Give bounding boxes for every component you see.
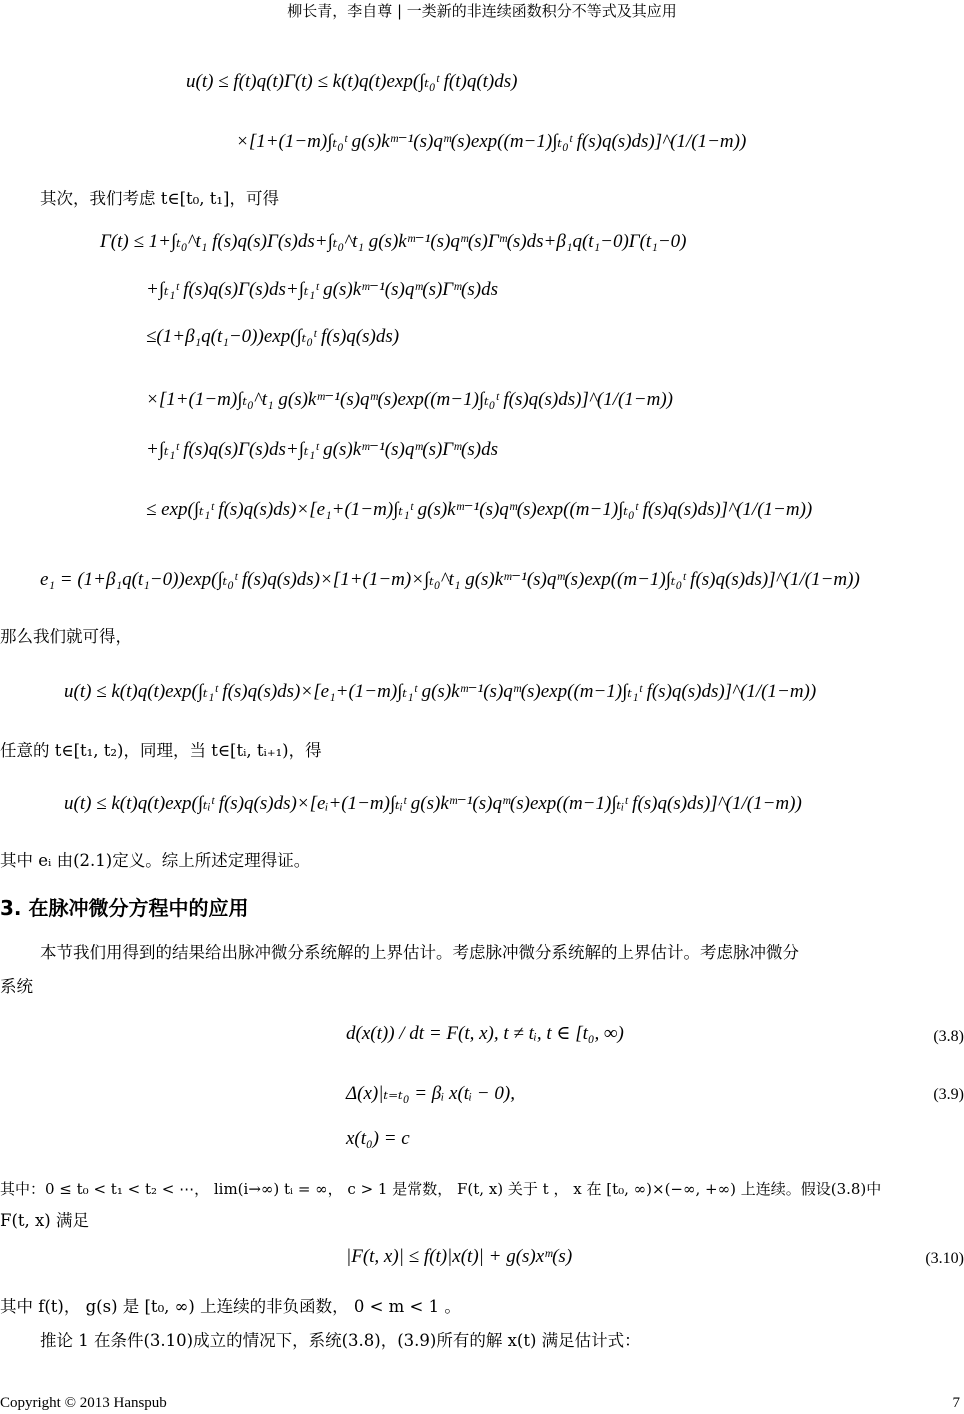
- equation-line: ×[1+(1−m)∫ₜ₀^t₁ g(s)kᵐ⁻¹(s)qᵐ(s)exp((m−1)∫ₜ₀ᵗ f(s)q(s)ds)]^(1/(1−m)): [146, 389, 673, 410]
- equation-line: e₁ = (1+β₁q(t₁−0))exp(∫ₜ₀ᵗ f(s)q(s)ds)×[1+(1−m)×∫ₜ₀^t₁ g(s)kᵐ⁻¹(s)qᵐ(s)exp((m−1)∫ₜ₀ᵗ f(s)q(s)ds)]^(1/(1−m)): [40, 569, 860, 590]
- equation-3-9: Δ(x)|ₜ₌ₜ₀ = βᵢ x(tᵢ − 0),: [346, 1083, 515, 1104]
- equation-3-10: |F(t, x)| ≤ f(t)|x(t)| + g(s)xᵐ(s): [346, 1246, 573, 1267]
- corollary-text: 推论 1 在条件(3.10)成立的情况下，系统(3.8)，(3.9)所有的解 x(t) 满足估计式：: [40, 1331, 641, 1350]
- paragraph-text: 其次，我们考虑 t∈[t₀, t₁]，可得: [40, 189, 279, 208]
- equation-number: (3.10): [925, 1250, 964, 1267]
- equation-line: u(t) ≤ k(t)q(t)exp(∫ₜ₁ᵗ f(s)q(s)ds)×[e₁+(1−m)∫ₜ₁ᵗ g(s)kᵐ⁻¹(s)qᵐ(s)exp((m−1)∫ₜ₁ᵗ f(s)q(s)ds)]^(1/(1−m)): [64, 681, 817, 702]
- paragraph-text: F(t, x) 满足: [0, 1211, 89, 1230]
- footer-copyright: Copyright © 2013 Hanspub: [0, 1395, 167, 1411]
- paragraph-text: 其中：0 ≤ t₀ < t₁ < t₂ < ⋯， lim(i→∞) tᵢ = ∞， c > 1 是常数， F(t, x) 关于 t ， x 在 [t₀, ∞)×(−∞, +∞) 上连续。假设(3.8)中: [0, 1180, 882, 1198]
- paragraph-text: 系统: [0, 977, 33, 996]
- paragraph-text: 那么我们就可得，: [0, 627, 132, 646]
- equation-line: ≤ exp(∫ₜ₁ᵗ f(s)q(s)ds)×[e₁+(1−m)∫ₜ₁ᵗ g(s)kᵐ⁻¹(s)qᵐ(s)exp((m−1)∫ₜ₀ᵗ f(s)q(s)ds)]^(1/(1−m)): [146, 499, 813, 520]
- running-header: 柳长青，李自尊 | 一类新的非连续函数积分不等式及其应用: [287, 2, 677, 20]
- equation-line: ≤(1+β₁q(t₁−0))exp(∫ₜ₀ᵗ f(s)q(s)ds): [146, 326, 400, 347]
- equation-line: +∫ₜ₁ᵗ f(s)q(s)Γ(s)ds+∫ₜ₁ᵗ g(s)kᵐ⁻¹(s)qᵐ(s)Γᵐ(s)ds: [146, 279, 498, 300]
- equation-3-8: d(x(t)) / dt = F(t, x), t ≠ tᵢ, t ∈ [t₀, ∞): [346, 1023, 624, 1044]
- equation-initial-condition: x(t₀) = c: [346, 1128, 410, 1149]
- equation-number: (3.9): [933, 1086, 964, 1103]
- paragraph-text: 本节我们用得到的结果给出脉冲微分系统解的上界估计。考虑脉冲微分系统解的上界估计。考虑脉冲微分: [40, 943, 799, 962]
- footer-page-number: 7: [952, 1395, 960, 1411]
- paragraph-text: 其中 eᵢ 由(2.1)定义。综上所述定理得证。: [0, 851, 311, 870]
- equation-line: Γ(t) ≤ 1+∫ₜ₀^t₁ f(s)q(s)Γ(s)ds+∫ₜ₀^t₁ g(s)kᵐ⁻¹(s)qᵐ(s)Γᵐ(s)ds+β₁q(t₁−0)Γ(t₁−0): [100, 231, 687, 252]
- paragraph-text: 任意的 t∈[t₁, t₂)，同理，当 t∈[tᵢ, tᵢ₊₁)，得: [0, 741, 322, 760]
- equation-line: u(t) ≤ k(t)q(t)exp(∫ₜᵢᵗ f(s)q(s)ds)×[eᵢ+(1−m)∫ₜᵢᵗ g(s)kᵐ⁻¹(s)qᵐ(s)exp((m−1)∫ₜᵢᵗ f(s)q(s)ds)]^(1/(1−m)): [64, 793, 802, 814]
- equation-line: u(t) ≤ f(t)q(t)Γ(t) ≤ k(t)q(t)exp(∫ₜ₀ᵗ f(t)q(t)ds): [186, 71, 518, 92]
- section-heading: 3. 在脉冲微分方程中的应用: [0, 896, 249, 920]
- equation-line: ×[1+(1−m)∫ₜ₀ᵗ g(s)kᵐ⁻¹(s)qᵐ(s)exp((m−1)∫ₜ₀ᵗ f(s)q(s)ds)]^(1/(1−m)): [236, 131, 747, 152]
- paragraph-text: 其中 f(t)， g(s) 是 [t₀, ∞) 上连续的非负函数， 0 < m < 1 。: [0, 1297, 461, 1316]
- equation-number: (3.8): [933, 1028, 964, 1045]
- equation-line: +∫ₜ₁ᵗ f(s)q(s)Γ(s)ds+∫ₜ₁ᵗ g(s)kᵐ⁻¹(s)qᵐ(s)Γᵐ(s)ds: [146, 439, 498, 460]
